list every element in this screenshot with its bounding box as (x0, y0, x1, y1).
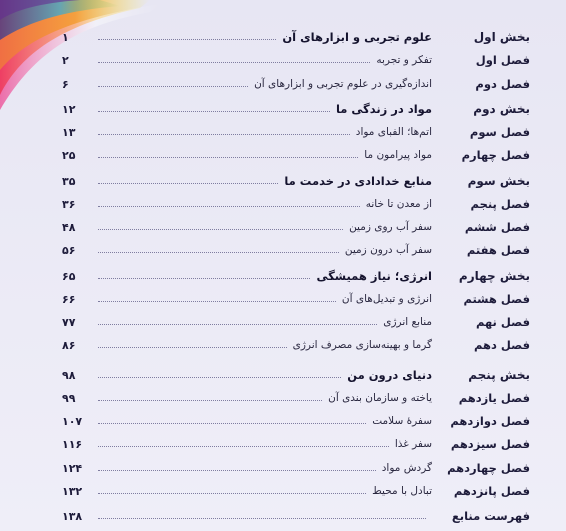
dot-leader (98, 229, 343, 230)
toc-title: تبادل با محیط (372, 484, 432, 497)
toc-title: گرما و بهینه‌سازی مصرف انرژی (292, 339, 432, 352)
toc-label: بخش اول (473, 30, 530, 44)
toc-chapter-row[interactable] (62, 239, 532, 262)
toc-part-row[interactable] (62, 98, 532, 121)
toc-label: فصل دوازدهم (450, 414, 530, 428)
toc-label: فهرست منابع (451, 509, 530, 523)
dot-leader (98, 278, 310, 279)
toc-title: گردش مواد (381, 461, 432, 474)
toc-title: مواد در زندگی ما (335, 101, 432, 116)
toc-label: فصل یازدهم (458, 390, 530, 405)
toc-page-number: ۳۶ (62, 197, 76, 211)
toc-title: انرژی و تبدیل‌های آن (341, 292, 432, 305)
toc-chapter-row[interactable] (62, 144, 532, 167)
dot-leader (98, 423, 366, 424)
toc-chapter-row[interactable] (62, 311, 532, 334)
toc-title: منابع خدادادی در خدمت ما (284, 173, 432, 188)
toc-title: سفر غذا (394, 438, 432, 451)
toc-page-number: ۱۱۶ (62, 438, 83, 452)
toc-page-number: ۲۵ (62, 149, 76, 163)
toc-label: بخش چهارم (458, 268, 530, 283)
toc-chapter-row[interactable] (62, 505, 532, 528)
toc-title: یاخته و سازمان بندی آن (328, 391, 432, 404)
toc-title: سفر آب روی زمین (349, 221, 432, 233)
toc-page-number: ۹۸ (62, 368, 76, 382)
toc-chapter-row[interactable] (62, 387, 532, 410)
toc-title: علوم تجربی و ابزارهای آن (282, 30, 432, 44)
toc-page-number: ۴۸ (62, 221, 76, 234)
toc-page-number: ۵۶ (62, 244, 76, 258)
dot-leader (98, 470, 376, 471)
toc-title: تفکر و تجربه (376, 54, 432, 67)
toc-page-number: ۱۳۲ (62, 484, 83, 498)
toc-label: فصل چهاردهم (447, 460, 530, 475)
toc-page-number: ۱۳۸ (62, 510, 83, 523)
toc-label: فصل سیزدهم (450, 437, 530, 452)
toc-page-number: ۱۰۷ (62, 415, 83, 428)
toc-label: بخش پنجم (468, 367, 530, 382)
dot-leader (98, 347, 287, 348)
toc-label: فصل دوم (475, 76, 530, 91)
dot-leader (98, 206, 360, 207)
toc-page-number: ۸۶ (62, 339, 76, 353)
toc-chapter-row[interactable] (62, 121, 532, 144)
toc-chapter-row[interactable] (62, 49, 532, 72)
dot-leader (98, 111, 330, 112)
toc-chapter-row[interactable] (62, 480, 532, 503)
toc-page-number: ۶ (62, 77, 69, 91)
toc-label: فصل چهارم (461, 148, 530, 163)
toc-label: فصل پنجم (470, 196, 530, 211)
toc-chapter-row[interactable] (62, 410, 532, 433)
dot-leader (98, 324, 377, 325)
dot-leader (98, 301, 336, 302)
toc-page-number: ۲ (62, 54, 69, 68)
toc-part-row[interactable] (62, 364, 532, 387)
toc-title: سفر آب درون زمین (344, 244, 432, 257)
toc-title: اندازه‌گیری در علوم تجربی و ابزارهای آن (254, 77, 432, 90)
toc-chapter-row[interactable] (62, 334, 532, 357)
dot-leader (98, 518, 426, 519)
toc-page-number: ۱۳ (62, 126, 76, 139)
toc-page-number: ۳۵ (62, 174, 76, 188)
dot-leader (98, 86, 248, 87)
toc-page-number: ۹۹ (62, 391, 76, 405)
toc-chapter-row[interactable] (62, 73, 532, 96)
toc-label: بخش سوم (467, 173, 530, 188)
toc-label: فصل ششم (464, 220, 530, 234)
toc-title: منابع انرژی (383, 316, 432, 328)
dot-leader (98, 493, 366, 494)
dot-leader (98, 62, 370, 63)
toc-page-number: ۷۷ (62, 316, 76, 329)
table-of-contents (62, 26, 532, 528)
dot-leader (98, 377, 341, 378)
toc-label: فصل پانزدهم (453, 483, 530, 498)
toc-page-number: ۱۲ (62, 102, 76, 116)
dot-leader (98, 446, 389, 447)
toc-label: فصل اول (475, 53, 530, 68)
toc-label: فصل دهم (473, 338, 530, 353)
dot-leader (98, 183, 278, 184)
toc-chapter-row[interactable] (62, 457, 532, 480)
toc-page-number: ۶۶ (62, 292, 76, 306)
toc-chapter-row[interactable] (62, 216, 532, 239)
toc-title: انرژی؛ نیاز همیشگی (316, 268, 432, 283)
dot-leader (98, 157, 358, 158)
toc-title: از معدن تا خانه (365, 197, 432, 210)
toc-title: مواد پیرامون ما (364, 149, 432, 162)
toc-page-number: ۶۵ (62, 269, 76, 283)
toc-page-number: ۱۲۴ (62, 461, 83, 475)
dot-leader (98, 134, 350, 135)
toc-label: بخش دوم (473, 101, 530, 116)
toc-chapter-row[interactable] (62, 433, 532, 456)
toc-part-row[interactable] (62, 265, 532, 288)
dot-leader (98, 252, 339, 253)
toc-label: فصل هفتم (466, 243, 530, 258)
toc-page-number: ۱ (62, 31, 69, 44)
toc-part-row[interactable] (62, 170, 532, 193)
toc-part-row[interactable] (62, 26, 532, 49)
dot-leader (98, 39, 276, 40)
toc-label: فصل هشتم (463, 291, 530, 306)
toc-title: اتم‌ها؛ الفبای مواد (355, 126, 432, 138)
toc-label: فصل نهم (475, 315, 530, 329)
toc-chapter-row[interactable] (62, 288, 532, 311)
toc-label: فصل سوم (469, 125, 530, 139)
toc-chapter-row[interactable] (62, 193, 532, 216)
dot-leader (98, 400, 322, 401)
toc-title: دنیای درون من (347, 367, 432, 382)
toc-title: سفرهٔ سلامت (372, 415, 432, 427)
